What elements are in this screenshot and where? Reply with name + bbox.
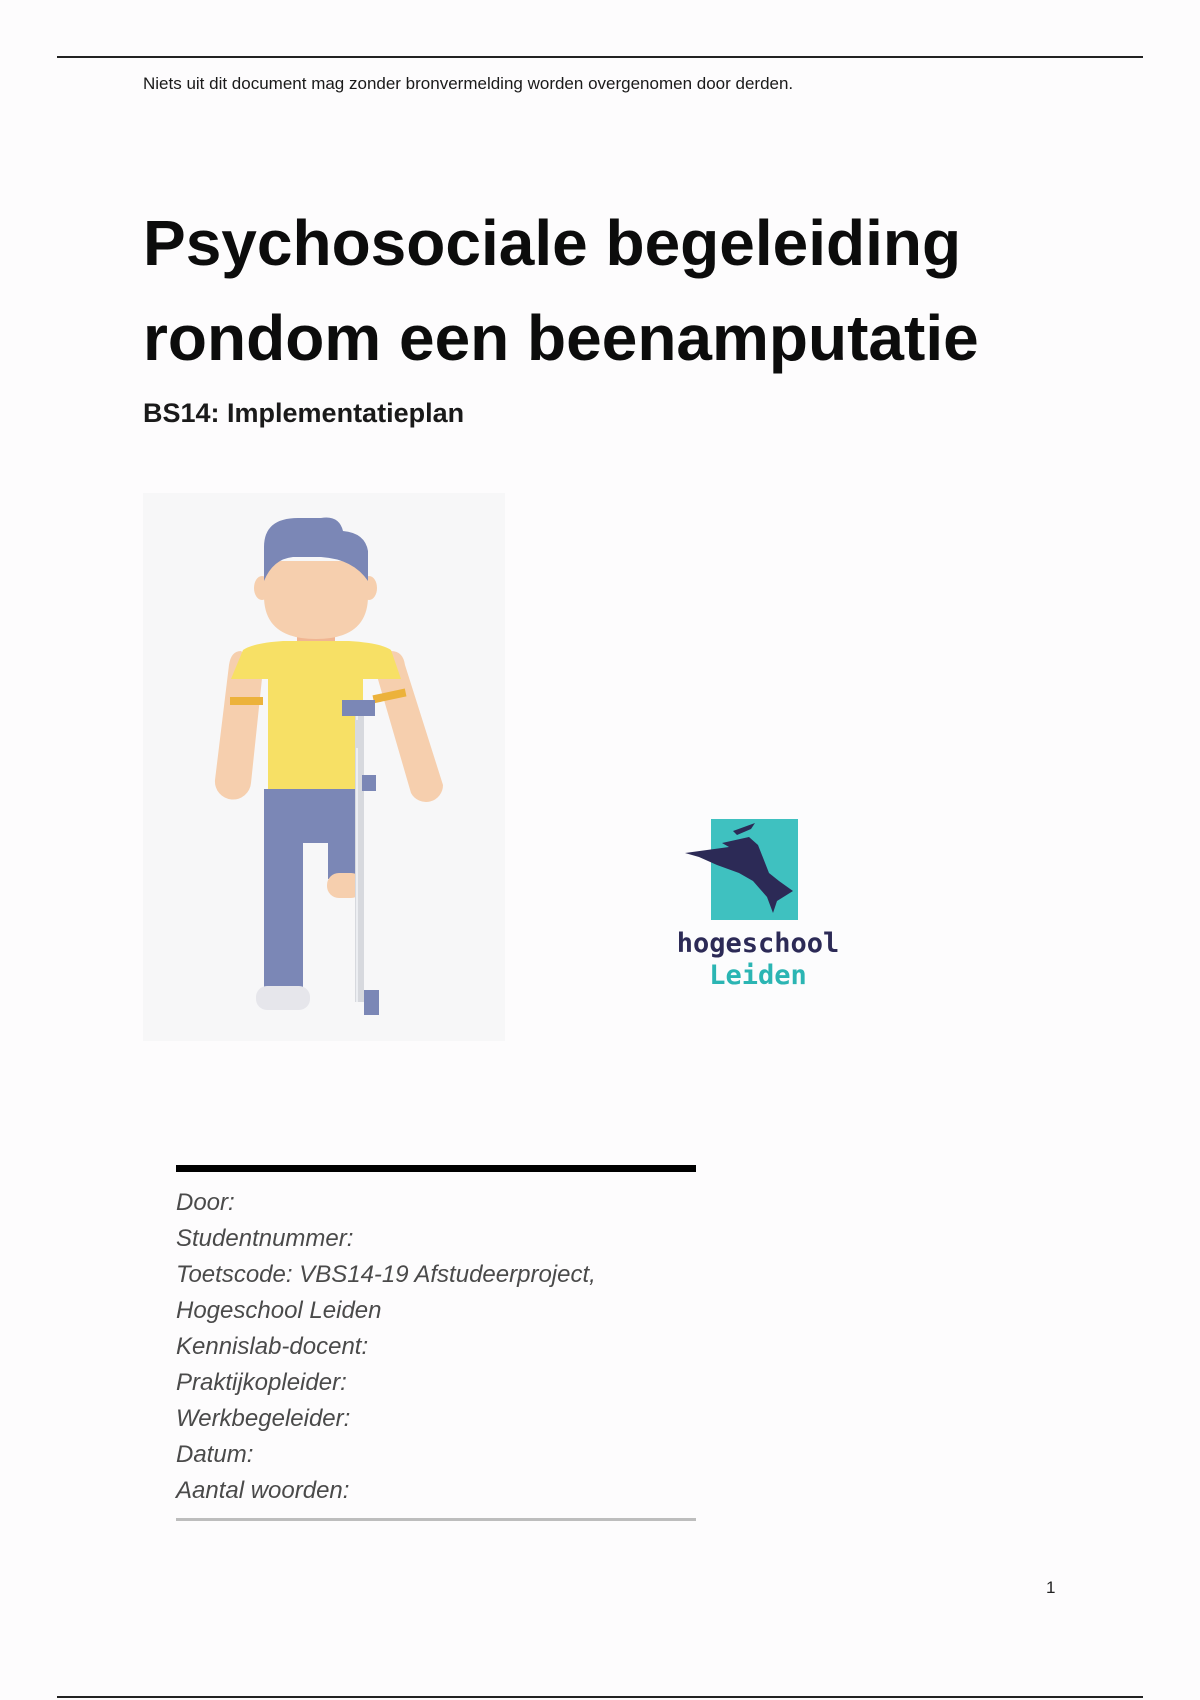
person-with-crutch-icon — [143, 493, 505, 1041]
info-field-aantal-woorden: Aantal woorden: — [176, 1477, 350, 1504]
info-field-datum: Datum: — [176, 1441, 254, 1468]
info-field-praktijkopleider: Praktijkopleider: — [176, 1369, 347, 1396]
logo-text-hogeschool: hogeschool — [676, 928, 840, 959]
header-rule — [57, 56, 1143, 58]
logo-square — [711, 819, 798, 920]
amputee-illustration — [143, 493, 505, 1041]
info-field-toetscode-cont: Hogeschool Leiden — [176, 1297, 382, 1324]
info-block-bottom-rule — [176, 1518, 696, 1521]
copyright-notice: Niets uit dit document mag zonder bronvermelding worden overgenomen door derden. — [143, 74, 794, 93]
ship-icon — [711, 819, 798, 920]
footer-rule — [57, 1696, 1143, 1698]
title-line-2: rondom een beenamputatie — [143, 302, 979, 374]
document-subtitle: BS14: Implementatieplan — [143, 398, 465, 428]
info-field-toetscode: Toetscode: VBS14-19 Afstudeerproject, — [176, 1261, 596, 1288]
hogeschool-leiden-logo — [660, 800, 860, 1010]
info-block-top-rule — [176, 1165, 696, 1172]
title-line-1: Psychosociale begeleiding — [143, 207, 962, 279]
info-field-door: Door: — [176, 1189, 235, 1216]
info-field-kennislab-docent: Kennislab-docent: — [176, 1333, 369, 1360]
info-field-studentnummer: Studentnummer: — [176, 1225, 354, 1252]
document-title — [143, 196, 1103, 386]
page-number: 1 — [1046, 1578, 1056, 1597]
logo-text-leiden: Leiden — [709, 960, 807, 991]
document-info-block — [176, 1185, 596, 1509]
info-field-werkbegeleider: Werkbegeleider: — [176, 1405, 351, 1432]
